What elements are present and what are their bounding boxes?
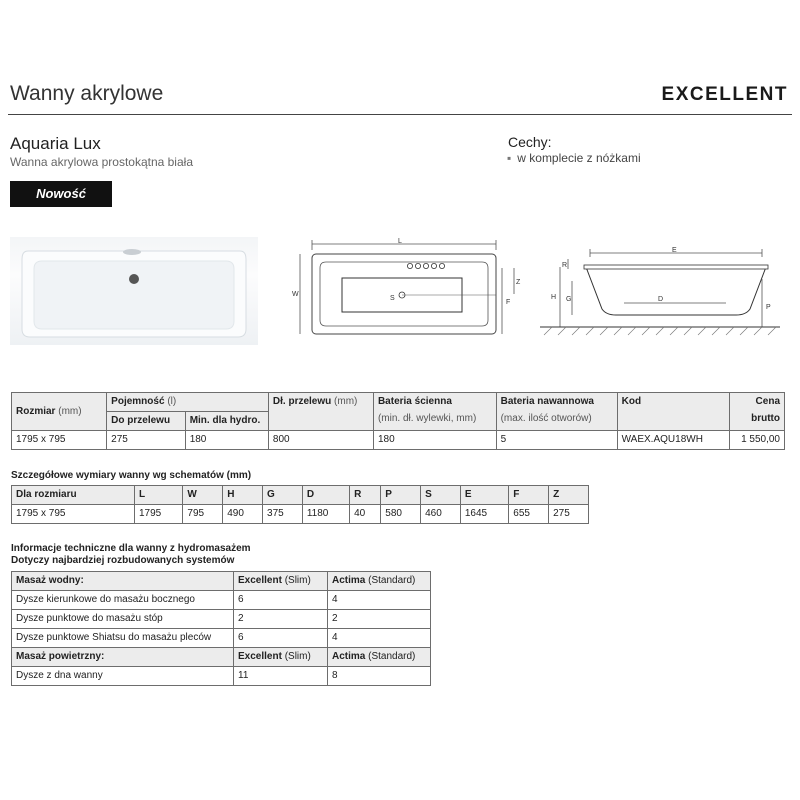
dims-cell: 375 [263,505,303,524]
jet-label: Dysze z dna wanny [12,667,234,686]
product-name: Aquaria Lux [10,134,101,153]
excellent-header: Excellent (Slim) [234,572,328,591]
size-cell: 1795 x 795 [12,431,107,450]
dim-f-label: F [506,299,511,306]
jet-label: Dysze punktowe Shiatsu do masażu pleców [12,629,234,648]
dims-cell: 490 [223,505,263,524]
jet-label: Dysze kierunkowe do masażu bocznego [12,591,234,610]
side-view-diagram [540,245,785,345]
overflow-header: Dł. przelewu (mm) [268,393,373,431]
capacity-header: Pojemność (l) [107,393,269,412]
header-divider [8,114,792,115]
dim-e-label: E [672,247,677,254]
dim-l-label: L [398,238,402,245]
water-massage-header: Masaż wodny: [12,572,234,591]
dim-g-label: G [566,296,572,303]
dims-header-f: F [509,486,549,505]
excellent-value: 6 [234,629,328,648]
spec-table [11,392,785,450]
top-view-diagram [290,238,522,338]
dims-cell: 655 [509,505,549,524]
price-cell: 1 550,00 [730,431,785,450]
dims-header-size: Dla rozmiaru [12,486,135,505]
dim-d-label: D [658,296,664,303]
hydro-caption-1: Informacje techniczne dla wanny z hydromasażem [11,543,251,554]
bathtub-photo-image [10,237,258,345]
to-overflow-header: Do przelewu [107,412,186,431]
excellent-value: 6 [234,591,328,610]
dims-header-s: S [421,486,461,505]
features-title: Cechy: [508,134,552,150]
excellent-header: Excellent (Slim) [234,648,328,667]
dim-z-label: Z [516,279,521,286]
actima-header: Actima (Standard) [328,648,431,667]
air-massage-header: Masaż powietrzny: [12,648,234,667]
category-title: Wanny akrylowe [10,82,164,105]
actima-value: 2 [328,610,431,629]
table-row [12,629,431,648]
new-badge: Nowość [10,181,112,207]
dim-w-label: W [292,291,299,298]
dims-cell: 795 [183,505,223,524]
table-row [12,505,589,524]
dims-caption: Szczegółowe wymiary wanny wg schematów (mm) [11,470,252,481]
dim-p-label: P [766,304,771,311]
dims-header-g: G [263,486,303,505]
product-photo [10,237,258,345]
table-row [12,591,431,610]
feature-item: ▪ w komplecie z nóżkami [507,151,641,165]
product-subtitle: Wanna akrylowa prostokątna biała [10,155,193,169]
brand-logo: EXCELLENT [661,84,788,105]
dims-cell: 275 [549,505,589,524]
dims-header-e: E [460,486,508,505]
deck-tap-header: Bateria nawannowa (max. ilość otworów) [496,393,617,431]
dims-cell: 1795 x 795 [12,505,135,524]
size-header: Rozmiar (mm) [12,393,107,431]
wall-tap-cell: 180 [373,431,496,450]
dims-header-p: P [381,486,421,505]
overflow-cell: 800 [268,431,373,450]
dims-cell: 1795 [135,505,183,524]
actima-header: Actima (Standard) [328,572,431,591]
excellent-value: 11 [234,667,328,686]
dims-table [11,485,589,524]
dims-header-r: R [350,486,381,505]
table-row [12,610,431,629]
dim-r-label: R [562,262,568,269]
code-header: Kod [617,393,730,431]
dims-header-d: D [302,486,349,505]
dims-cell: 580 [381,505,421,524]
dim-h-label: H [551,294,557,301]
table-row [12,667,431,686]
dims-header-z: Z [549,486,589,505]
actima-value: 4 [328,629,431,648]
min-hydro-cell: 180 [185,431,268,450]
code-cell: WAEX.AQU18WH [617,431,730,450]
deck-tap-cell: 5 [496,431,617,450]
dims-cell: 1645 [460,505,508,524]
dims-header-w: W [183,486,223,505]
dims-cell: 460 [421,505,461,524]
excellent-value: 2 [234,610,328,629]
jet-label: Dysze punktowe do masażu stóp [12,610,234,629]
to-overflow-cell: 275 [107,431,186,450]
hydro-table [11,571,431,686]
dims-header-l: L [135,486,183,505]
dim-s-label: S [390,295,395,302]
dims-cell: 40 [350,505,381,524]
price-header: Cena brutto [730,393,785,431]
bullet-icon: ▪ [507,151,512,165]
actima-value: 8 [328,667,431,686]
actima-value: 4 [328,591,431,610]
table-row [12,431,785,450]
hydro-caption-2: Dotyczy najbardziej rozbudowanych systemów [11,555,235,566]
dims-cell: 1180 [302,505,349,524]
wall-tap-header: Bateria ścienna (min. dł. wylewki, mm) [373,393,496,431]
min-hydro-header: Min. dla hydro. [185,412,268,431]
dims-header-h: H [223,486,263,505]
